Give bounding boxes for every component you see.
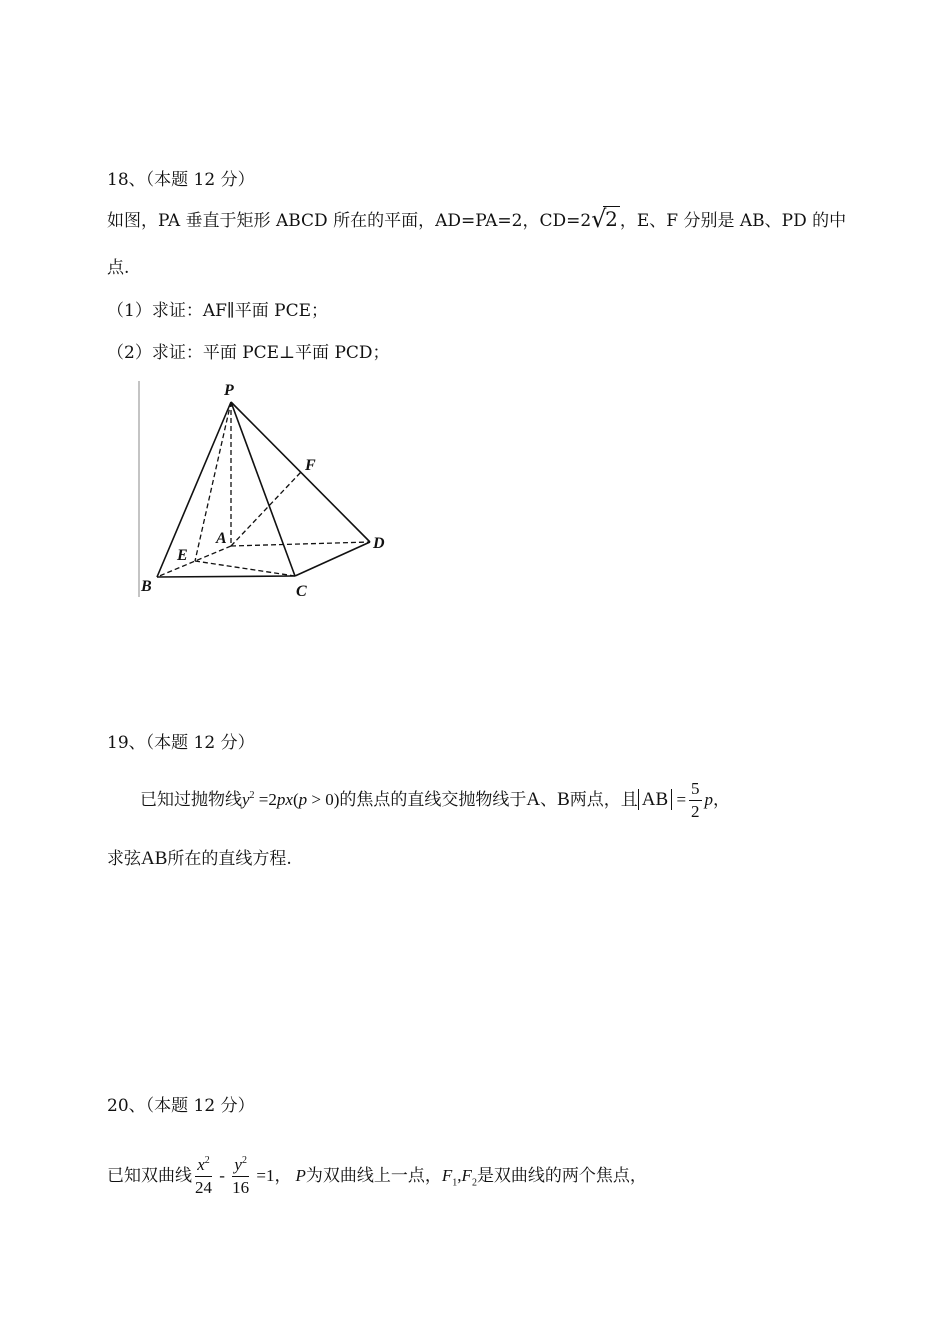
label-D: D [373, 535, 385, 552]
math-paren: ( [292, 790, 299, 809]
abs-AB: AB [638, 789, 672, 810]
q19-text-1: 已知过抛物线 [140, 790, 242, 810]
edge-PD [231, 402, 370, 542]
fraction-x2-24 [195, 1154, 212, 1199]
q19-text-3: 两点，且 [569, 790, 638, 810]
frac-den: 2 [691, 802, 700, 821]
math-x: x [197, 1155, 205, 1174]
focus-F1-sub: 1 [452, 1177, 458, 1189]
label-A: A [216, 530, 227, 547]
q18-header: 18、（本题 12 分） [107, 170, 255, 190]
math-y2: y [234, 1155, 242, 1174]
label-P: P [224, 382, 234, 399]
q18-part2: （2）求证：平面 PCE⊥平面 PCD； [107, 343, 390, 363]
q20-header: 20、（本题 12 分） [107, 1096, 255, 1116]
focus-F2: F [461, 1166, 472, 1185]
frac-den-16: 16 [232, 1178, 250, 1197]
q19-header: 19、（本题 12 分） [107, 733, 255, 753]
q19-sep: 、 [540, 790, 558, 810]
math-y: y [242, 790, 250, 809]
q19-text-4: 求弦 [107, 849, 141, 869]
q20-text-3: 是双曲线的两个焦点， [476, 1166, 647, 1186]
math-eq-1: =1 [252, 1166, 275, 1185]
q18-stem-cont: 点. [107, 258, 130, 278]
pyramid-figure [130, 375, 410, 605]
math-gt: > 0) [307, 790, 340, 809]
q18-stem-text-a: 如图，PA 垂直于矩形 ABCD 所在的平面，AD=PA=2，CD=2 [107, 211, 592, 231]
fraction-5-2 [689, 778, 702, 823]
q19-comma: ， [713, 790, 731, 810]
math-p: p [298, 790, 308, 809]
frac-den-24: 24 [195, 1178, 212, 1197]
q19-stem [140, 775, 730, 825]
q19-stem-cont [107, 847, 292, 871]
q20-comma: ， [274, 1166, 292, 1186]
frac-num: 5 [689, 778, 702, 801]
chord-AB: AB [141, 848, 168, 869]
label-B: B [141, 578, 152, 595]
q20-text-2: 为双曲线上一点， [305, 1166, 442, 1186]
math-y-exp: 2 [241, 1155, 247, 1166]
point-P: P [295, 1166, 306, 1185]
label-E: E [177, 547, 188, 564]
edge-CD [295, 542, 370, 576]
label-F: F [305, 457, 316, 474]
foci-comma: , [457, 1166, 462, 1185]
edge-BC [157, 576, 295, 577]
focus-F2-sub: 2 [471, 1177, 477, 1189]
math-px: px [276, 790, 293, 809]
point-A: A [526, 789, 541, 810]
edge-PC [231, 402, 295, 576]
math-minus: - [215, 1166, 230, 1185]
q20-text-1: 已知双曲线 [107, 1166, 192, 1186]
math-exp: 2 [249, 790, 255, 801]
sqrt-symbol: √ 2 [591, 205, 618, 233]
q19-text-2: 的焦点的直线交抛物线于 [339, 790, 527, 810]
edge-EC [195, 561, 295, 576]
q18-stem [107, 207, 846, 233]
fraction-y2-16 [232, 1154, 249, 1199]
q19-text-5: 所在的直线方程. [167, 849, 292, 869]
math-eq2: = [672, 790, 687, 809]
math-eq: =2 [254, 790, 277, 809]
edge-AF [231, 472, 301, 546]
math-p-end: p [704, 790, 714, 809]
q20-stem [107, 1148, 647, 1211]
q18-part1: （1）求证：AF∥平面 PCE； [107, 301, 328, 321]
edge-AD [231, 542, 370, 546]
math-x-exp: 2 [204, 1155, 210, 1166]
focus-F1: F [441, 1166, 453, 1185]
point-B: B [557, 789, 570, 810]
label-C: C [296, 583, 307, 600]
q18-stem-text-b: ，E、F 分别是 AB、PD 的中 [619, 211, 847, 231]
